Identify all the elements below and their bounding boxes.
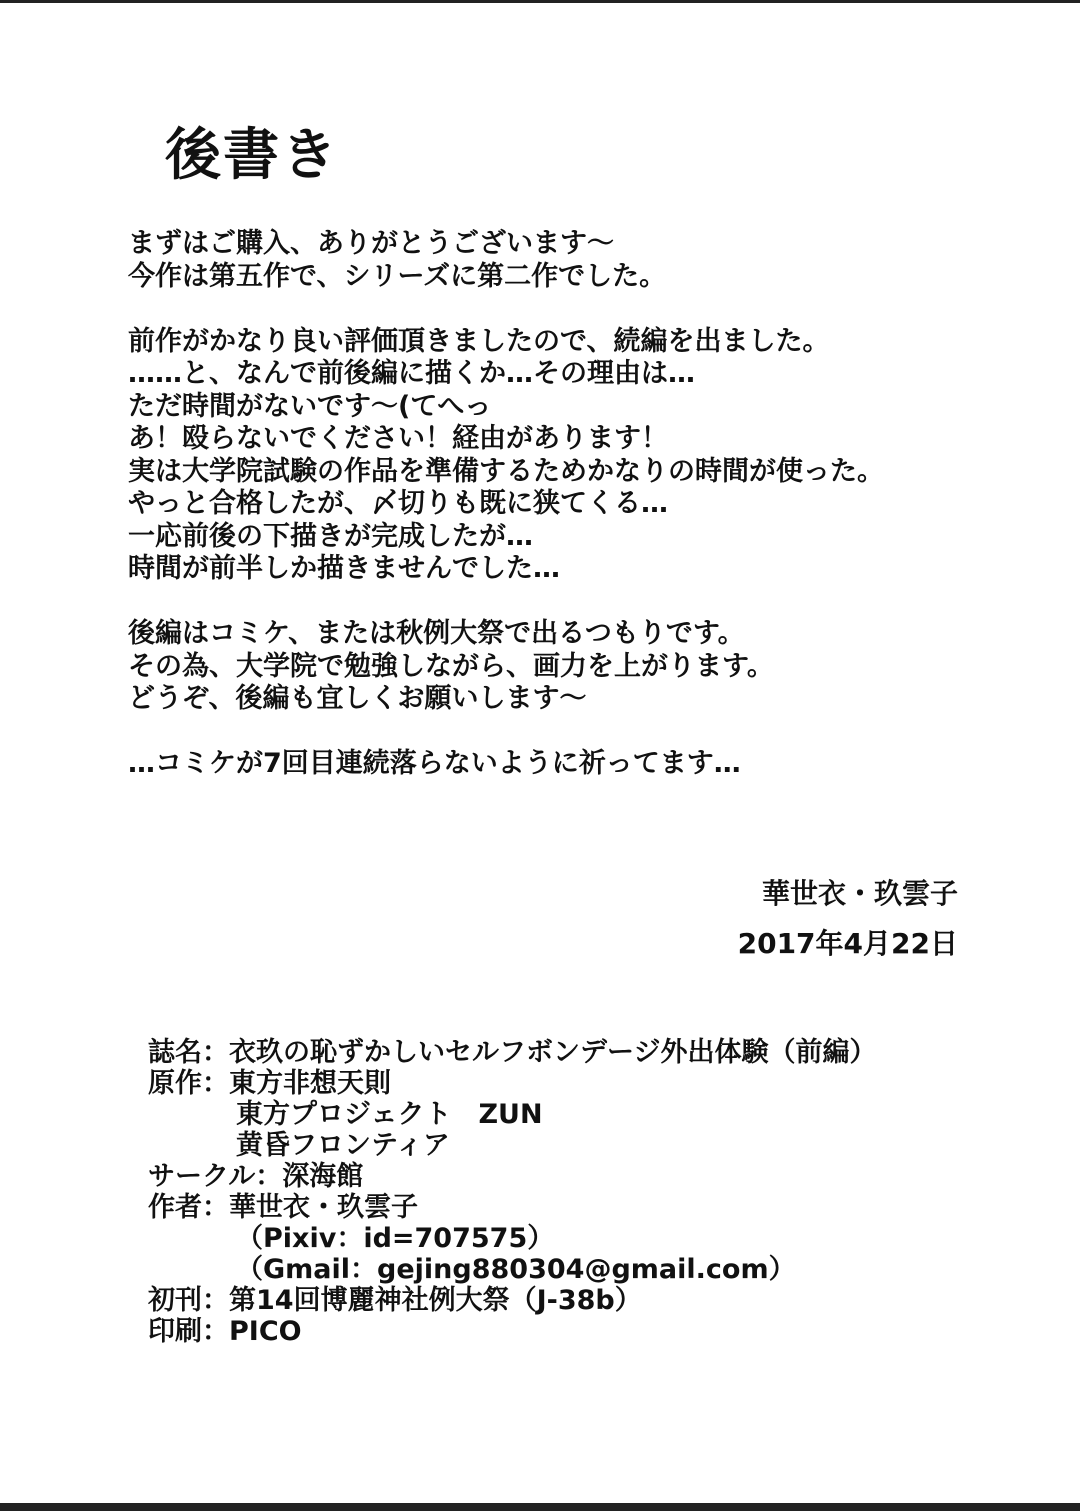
body-line: どうぞ、後編も宜しくお願いします〜 — [128, 683, 587, 714]
colophon-label: 印刷： — [148, 1316, 229, 1347]
colophon-value: 東方プロジェクト ZUN — [236, 1099, 543, 1130]
bottom-border — [0, 1503, 1080, 1511]
colophon-first-pub-row — [148, 1285, 876, 1316]
body-line: あ！殴らないでください！経由があります！ — [128, 423, 668, 454]
colophon — [148, 1037, 876, 1347]
colophon-title-row — [148, 1037, 876, 1068]
body-line: 実は大学院試験の作品を準備するためかなりの時間が使った。 — [128, 455, 884, 487]
body-line: その為、大学院で勉強しながら、画力を上がります。 — [128, 650, 774, 682]
paragraph-gap — [128, 293, 1028, 326]
colophon-value: （Gmail：gejing880304@gmail.com） — [236, 1254, 796, 1285]
signature-date: 2017年4月22日 — [737, 927, 958, 960]
colophon-value: 衣玖の恥ずかしいセルフボンデージ外出体験（前編） — [229, 1037, 877, 1068]
colophon-label: 初刊： — [148, 1285, 229, 1316]
colophon-label: 作者： — [148, 1192, 229, 1223]
colophon-value: 華世衣・玖雲子 — [229, 1192, 418, 1223]
colophon-author-row — [148, 1254, 876, 1285]
body-line: まずはご購入、ありがとうございます〜 — [128, 228, 614, 259]
top-border — [0, 0, 1080, 3]
colophon-original-row — [148, 1099, 876, 1130]
colophon-value: （Pixiv：id=707575） — [236, 1223, 555, 1254]
paragraph-gap — [128, 716, 1028, 749]
body-line: 今作は第五作で、シリーズに第二作でした。 — [128, 260, 667, 292]
colophon-value: 東方非想天則 — [229, 1068, 391, 1099]
page-title: 後書き — [165, 123, 339, 188]
colophon-label: 原作： — [148, 1068, 229, 1099]
colophon-original-row — [148, 1130, 876, 1161]
body-line: 前作がかなり良い評価頂きましたので、続編を出ました。 — [128, 325, 830, 357]
body-line: ……と、なんで前後編に描くか…その理由は… — [128, 358, 695, 389]
colophon-value: 黄昏フロンティア — [236, 1130, 450, 1161]
body-line: ただ時間がないです〜(てへっ — [128, 390, 492, 422]
body-line: 時間が前半しか描きませんでした… — [128, 553, 560, 584]
colophon-value: PICO — [229, 1316, 302, 1347]
body-line: 後編はコミケ、または秋例大祭で出るつもりです。 — [128, 618, 745, 649]
colophon-value: 深海館 — [282, 1161, 364, 1192]
body-line: 一応前後の下描きが完成したが… — [128, 520, 533, 552]
colophon-author-row — [148, 1223, 876, 1254]
body-line: やっと合格したが、〆切りも既に狭てくる… — [128, 488, 668, 519]
body-line: …コミケが7回目連続落らないように祈ってます… — [128, 748, 741, 779]
colophon-author-row — [148, 1192, 876, 1223]
colophon-print-row — [148, 1316, 876, 1347]
colophon-value: 第14回博麗神社例大祭（J-38b） — [229, 1285, 642, 1316]
colophon-label: サークル： — [148, 1161, 283, 1192]
colophon-circle-row — [148, 1161, 876, 1192]
paragraph-gap — [128, 586, 1028, 619]
colophon-original-row — [148, 1068, 876, 1099]
signature-name: 華世衣・玖雲子 — [761, 877, 958, 910]
afterword-body — [128, 228, 1028, 781]
colophon-label: 誌名： — [148, 1037, 229, 1068]
